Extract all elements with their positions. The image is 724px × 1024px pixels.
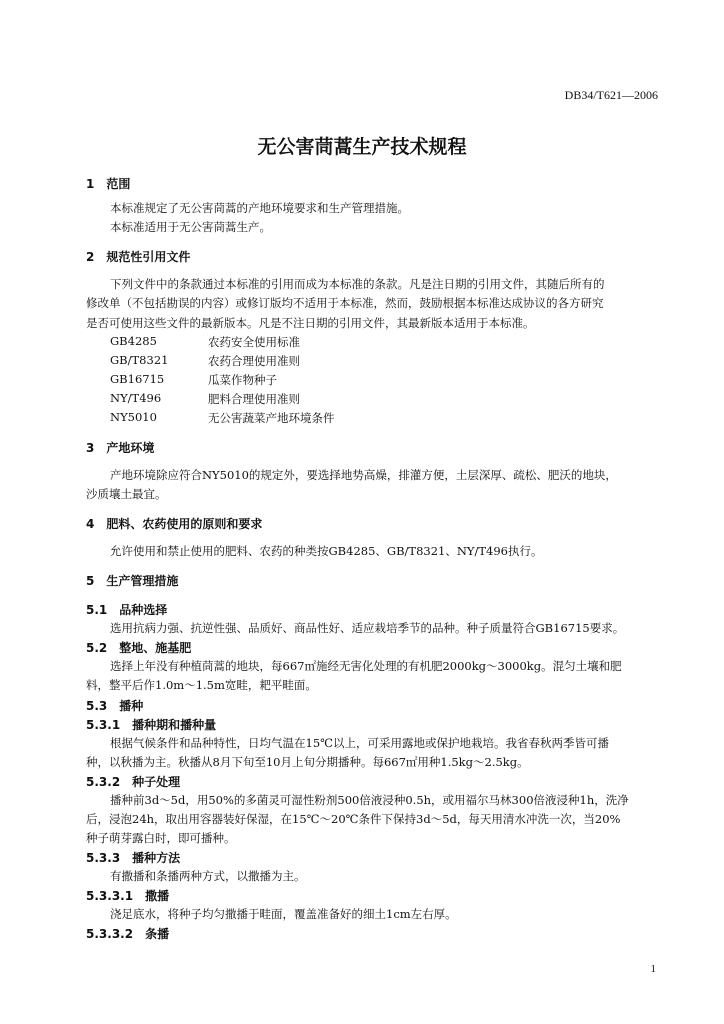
section-3-line-2: 沙质壤土最宜。 <box>86 487 167 501</box>
ref-name: 农药安全使用标准 <box>208 335 300 349</box>
section-5-3-2-line-2: 后，浸泡24h，取出用容器装好保湿，在15℃～20℃条件下保持3d～5d，每天用清水冲洗一次，当20% <box>86 812 621 826</box>
section-2-line-1: 下列文件中的条款通过本标准的引用而成为本标准的条款。凡是注日期的引用文件，其随后所有的 <box>110 277 605 291</box>
section-5-1-heading: 5.1 品种选择 <box>86 603 168 617</box>
section-5-3-1-heading: 5.3.1 播种期和播种量 <box>86 718 217 732</box>
section-5-heading: 5 生产管理措施 <box>86 574 179 588</box>
section-5-3-1-line-2: 种，以秋播为主。秋播从8月下旬至10月上旬分期播种。每667㎡用种1.5kg～2.5kg。 <box>86 755 529 769</box>
section-5-1-line-1: 选用抗病力强、抗逆性强、品质好、商品性好、适应栽培季节的品种。种子质量符合GB16715要求。 <box>110 621 625 635</box>
ref-code: NY/T496 <box>110 391 162 405</box>
document-title: 无公害茼蒿生产技术规程 <box>257 136 467 158</box>
standard-number: DB34/T621—2006 <box>564 88 658 102</box>
section-1-para-2: 本标准适用于无公害茼蒿生产。 <box>110 220 271 234</box>
ref-name: 瓜菜作物种子 <box>208 373 277 387</box>
section-2-line-2: 修改单（不包括勘误的内容）或修订版均不适用于本标准，然而，鼓励根据本标准达成协议的各方研究 <box>86 296 604 310</box>
section-3-heading: 3 产地环境 <box>86 441 155 455</box>
ref-code: NY5010 <box>110 410 157 424</box>
section-5-3-2-heading: 5.3.2 种子处理 <box>86 775 181 789</box>
section-2-heading: 2 规范性引用文件 <box>86 250 191 264</box>
page-number: 1 <box>650 963 656 975</box>
section-5-3-3-1-heading: 5.3.3.1 撒播 <box>86 889 170 903</box>
ref-code: GB16715 <box>110 372 165 386</box>
section-1-para-1: 本标准规定了无公害茼蒿的产地环境要求和生产管理措施。 <box>110 201 409 215</box>
ref-name: 无公害蔬菜产地环境条件 <box>208 411 335 425</box>
section-5-3-3-2-heading: 5.3.3.2 条播 <box>86 927 170 941</box>
ref-code: GB4285 <box>110 334 157 348</box>
section-1-heading: 1 范围 <box>86 177 131 191</box>
section-5-2-line-1: 选择上年没有种植茼蒿的地块，每667㎡施经无害化处理的有机肥2000kg～3000kg。混匀土壤和肥 <box>110 659 622 673</box>
ref-name: 肥料合理使用准则 <box>208 392 300 406</box>
ref-name: 农药合理使用准则 <box>208 354 300 368</box>
section-2-line-3: 是否可使用这些文件的最新版本。凡是不注日期的引用文件，其最新版本适用于本标准。 <box>86 316 535 330</box>
section-4-heading: 4 肥料、农药使用的原则和要求 <box>86 517 263 531</box>
section-5-3-3-line-1: 有撒播和条播两种方式，以撒播为主。 <box>110 869 306 883</box>
section-4-line-1: 允许使用和禁止使用的肥料、农药的种类按GB4285、GB/T8321、NY/T496执行。 <box>110 544 543 558</box>
ref-code: GB/T8321 <box>110 353 169 367</box>
section-5-3-1-line-1: 根据气候条件和品种特性，日均气温在15℃以上，可采用露地或保护地栽培。我省春秋两季皆可播 <box>110 736 609 750</box>
section-5-3-heading: 5.3 播种 <box>86 699 144 713</box>
section-3-line-1: 产地环境除应符合NY5010的规定外，要选择地势高燥，排灌方便，土层深厚、疏松、肥沃的地块， <box>110 468 617 482</box>
section-5-3-2-line-1: 播种前3d～5d，用50%的多菌灵可湿性粉剂500倍液浸种0.5h，或用福尔马林300倍液浸种1h，洗净 <box>110 793 629 807</box>
section-5-2-line-2: 料，整平后作1.0m～1.5m宽畦，耙平畦面。 <box>86 678 317 692</box>
section-5-2-heading: 5.2 整地、施基肥 <box>86 641 192 655</box>
section-5-3-3-1-line-1: 浇足底水，将种子均匀撒播于畦面，覆盖准备好的细土1cm左右厚。 <box>110 907 457 921</box>
section-5-3-2-line-3: 种子萌芽露白时，即可播种。 <box>86 831 236 845</box>
section-5-3-3-heading: 5.3.3 播种方法 <box>86 851 181 865</box>
